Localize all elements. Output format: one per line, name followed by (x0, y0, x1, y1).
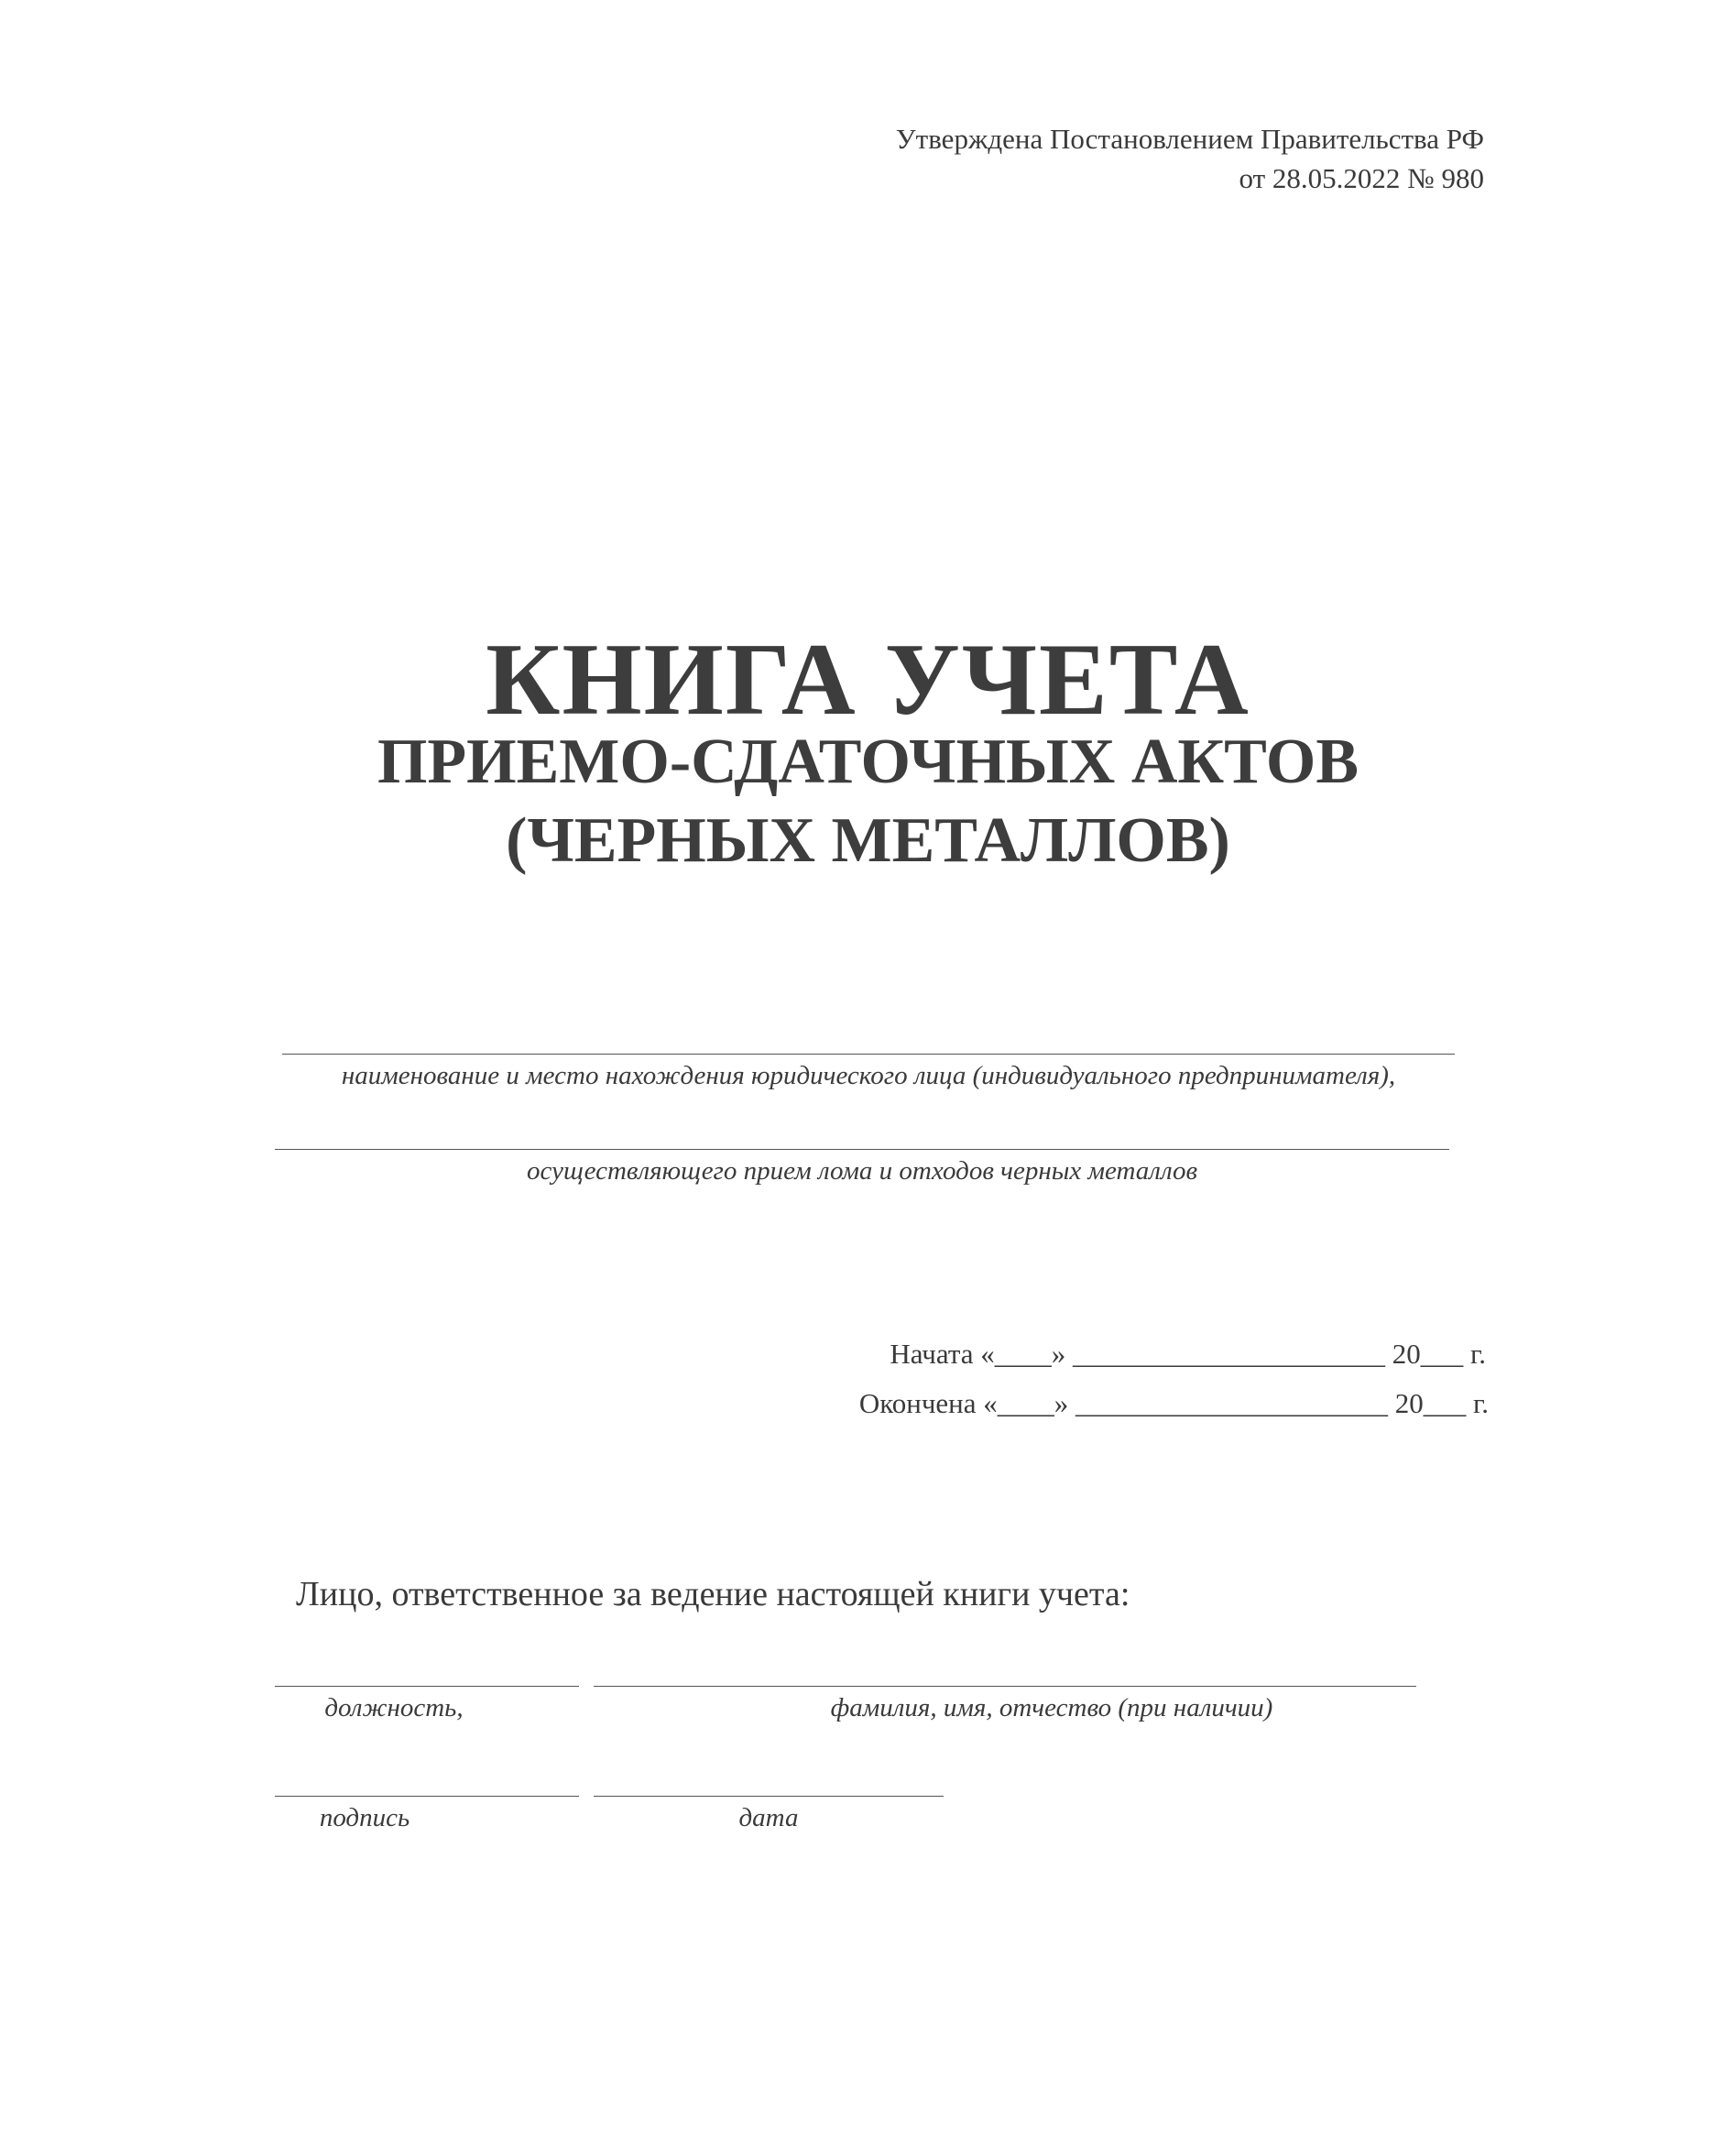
ended-date[interactable]: Окончена «____» ______________________ 20___ г. (858, 1387, 1489, 1419)
date-line[interactable] (594, 1796, 944, 1797)
approval-line-1: Утверждена Постановлением Правительства РФ (895, 123, 1484, 155)
book-title: КНИГА УЧЕТА (486, 623, 1250, 737)
position-caption: должность, (324, 1693, 464, 1722)
approval-line-2: от 28.05.2022 № 980 (1239, 162, 1484, 194)
signature-caption: подпись (319, 1803, 410, 1832)
organization-activity-line[interactable] (275, 1149, 1449, 1150)
position-line[interactable] (275, 1686, 579, 1687)
date-caption: дата (738, 1803, 799, 1832)
organization-activity-caption: осуществляющего прием лома и отходов черных металлов (526, 1156, 1198, 1186)
signature-line[interactable] (275, 1796, 579, 1797)
full-name-caption: фамилия, имя, отчество (при наличии) (830, 1693, 1273, 1722)
started-date[interactable]: Начата «____» ______________________ 20___ г. (890, 1338, 1486, 1370)
book-subtitle: ПРИЕМО-СДАТОЧНЫХ АКТОВ (377, 727, 1359, 797)
approval-note (896, 119, 1484, 198)
book-subtitle-metal-type: (ЧЕРНЫХ МЕТАЛЛОВ) (506, 805, 1230, 876)
responsible-person-heading: Лицо, ответственное за ведение настоящей книги учета: (296, 1575, 1130, 1613)
full-name-line[interactable] (594, 1686, 1416, 1687)
organization-name-caption: наименование и место нахождения юридического лица (индивидуального предпринимателя), (341, 1061, 1396, 1090)
organization-name-line[interactable] (282, 1054, 1455, 1055)
